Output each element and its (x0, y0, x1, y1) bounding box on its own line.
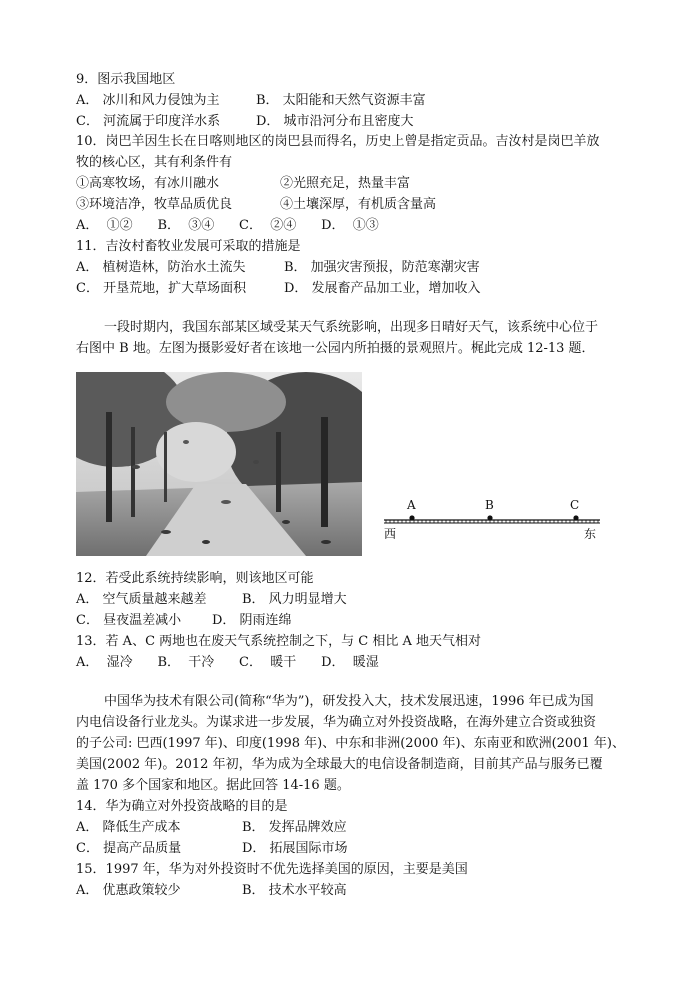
q10-stem-line1: 10．岗巴羊因生长在日喀则地区的岗巴县而得名，历史上曾是指定贡品。吉汝村是岗巴羊放 (76, 134, 600, 149)
q9-options-row2 (76, 112, 414, 132)
q14-option-a: A． 降低生产成本 (76, 820, 181, 835)
q12-option-d: D． 阴雨连绵 (212, 613, 292, 628)
q14-option-d: D． 拓展国际市场 (242, 841, 348, 856)
intro-14-16-line2: 内电信设备行业龙头。为谋求进一步发展，华为确立对外投资战略，在海外建立合资或独资 (76, 715, 597, 730)
q11-option-d: D． 发展畜产品加工业，增加收入 (284, 281, 481, 296)
q11-options-row1 (76, 258, 480, 278)
q12-option-b: B． 风力明显增大 (242, 592, 347, 607)
q10-statement-3: ③环境洁净，牧草品质优良 (76, 197, 233, 212)
intro-14-16-line3: 的子公司: 巴西(1997 年)、印度(1998 年)、中东和非洲(2000 年)、东南亚和欧洲(2001 年)、 (76, 736, 625, 751)
park-landscape-photo (76, 372, 362, 556)
q14-option-b: B． 发挥品牌效应 (242, 820, 347, 835)
q12-options-row1 (76, 590, 347, 610)
west-label: 西 (384, 527, 397, 541)
q11-option-a: A． 植树造林，防治水土流失 (76, 260, 246, 275)
point-c-label: C (570, 498, 580, 512)
q15-option-a: A． 优惠政策较少 (76, 883, 181, 898)
q14-options-row1 (76, 818, 347, 838)
q12-stem: 12．若受此系统持续影响，则该地区可能 (76, 571, 314, 586)
q14-options-row2 (76, 839, 348, 859)
q15-option-b: B． 技术水平较高 (242, 883, 347, 898)
q13-options: A． 湿冷 B． 干冷 C． 暖干 D． 暖湿 (76, 655, 379, 670)
q10-options: A． ①② B． ③④ C． ②④ D． ①③ (76, 218, 379, 233)
q9-option-b: B． 太阳能和天然气资源丰富 (256, 93, 426, 108)
q14-option-c: C． 提高产品质量 (76, 841, 182, 856)
q9-option-d: D． 城市沿河分布且密度大 (256, 114, 414, 129)
q9-options-row1 (76, 91, 426, 111)
point-a-label: A (407, 498, 416, 512)
q9-option-a: A． 冰川和风力侵蚀为主 (76, 93, 220, 108)
q10-statements-row2 (76, 195, 437, 215)
intro-12-13-line1: 一段时期内，我国东部某区域受某天气系统影响，出现多日晴好天气，该系统中心位于 (104, 320, 599, 335)
intro-14-16-line1: 中国华为技术有限公司(简称“华为”)，研发投入大，技术发展迅速，1996 年已成为国 (104, 694, 594, 709)
pressure-cross-section-diagram (378, 494, 608, 544)
q11-options-row2 (76, 279, 481, 299)
q10-statements-row1 (76, 174, 411, 194)
q14-stem: 14．华为确立对外投资战略的目的是 (76, 799, 288, 814)
q15-stem: 15．1997 年，华为对外投资时不优先选择美国的原因，主要是美国 (76, 862, 468, 877)
east-label: 东 (584, 527, 597, 541)
intro-12-13-line2: 右图中 B 地。左图为摄影爱好者在该地一公园内所拍摄的景观照片。梶此完成 12-13 题． (76, 341, 595, 356)
point-c-marker (573, 515, 578, 520)
q11-stem: 11．吉汝村畜牧业发展可采取的措施是 (76, 239, 301, 254)
q9-option-c: C． 河流属于印度洋水系 (76, 114, 221, 129)
q9-stem: 9．图示我国地区 (76, 72, 176, 87)
point-b-marker (487, 515, 492, 520)
point-b-label: B (485, 498, 494, 512)
q11-option-b: B． 加强灾害预报，防范寒潮灾害 (284, 260, 480, 275)
q12-option-c: C． 昼夜温差减小 (76, 613, 182, 628)
q10-stem-line2: 牧的核心区，其有利条件有 (76, 155, 233, 170)
q10-statement-1: ①高寒牧场，有冰川融水 (76, 176, 220, 191)
q13-stem: 13．若 A、C 两地也在废天气系统控制之下，与 C 相比 A 地天气相对 (76, 634, 482, 649)
q15-options-row1 (76, 881, 347, 901)
q10-statement-4: ④土壤深厚，有机质含量高 (280, 197, 437, 212)
q10-statement-2: ②光照充足，热量丰富 (280, 176, 411, 191)
q11-option-c: C． 开垦荒地，扩大草场面积 (76, 281, 247, 296)
park-landscape-illustration (76, 372, 362, 556)
q12-option-a: A． 空气质量越来越差 (76, 592, 207, 607)
q12-options-row2 (76, 611, 292, 631)
point-a-marker (409, 515, 414, 520)
intro-14-16-line4: 美国(2002 年)。2012 年初，华为成为全球最大的电信设备制造商，目前其产品与服务已覆 (76, 757, 603, 772)
intro-14-16-line5: 盖 170 多个国家和地区。据此回答 14-16 题。 (76, 778, 350, 793)
